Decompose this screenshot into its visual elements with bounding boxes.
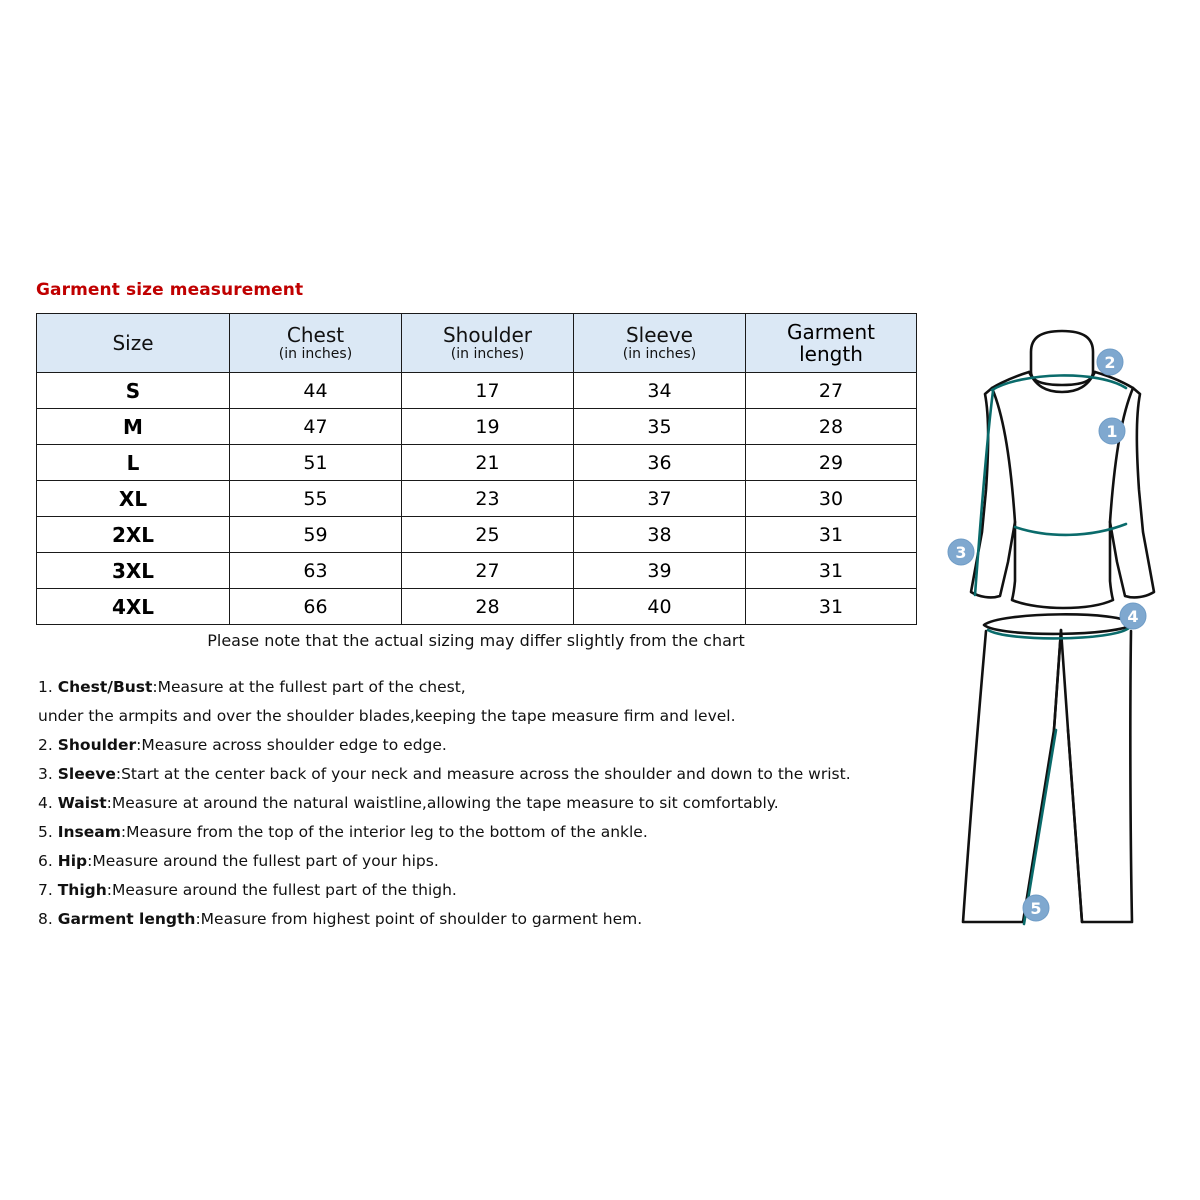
marker-5	[1023, 895, 1049, 921]
cell-shoulder: 17	[402, 373, 574, 409]
cell-sleeve: 35	[574, 409, 746, 445]
instruction-term: Inseam	[57, 823, 121, 841]
measurement-instructions	[38, 680, 868, 941]
pants-inner-leg-icon	[1068, 730, 1082, 922]
cell-garment-length: 28	[746, 409, 917, 445]
instruction-number: 4.	[38, 794, 58, 812]
instruction-item	[38, 738, 868, 754]
cell-garment-length: 31	[746, 553, 917, 589]
cell-size: 4XL	[37, 589, 230, 625]
instruction-term: Hip	[57, 852, 88, 870]
cell-garment-length: 30	[746, 481, 917, 517]
cell-size: 3XL	[37, 553, 230, 589]
table-row	[37, 589, 917, 625]
cell-shoulder: 23	[402, 481, 574, 517]
cell-chest: 63	[230, 553, 402, 589]
instruction-term: Chest/Bust	[57, 678, 153, 696]
instruction-term: Waist	[57, 794, 107, 812]
size-measurement-table	[36, 313, 917, 625]
garment-illustration	[930, 300, 1195, 950]
table-row	[37, 481, 917, 517]
table-body	[37, 373, 917, 625]
instruction-number: 6.	[38, 852, 58, 870]
instruction-item	[38, 883, 868, 899]
cell-shoulder: 27	[402, 553, 574, 589]
marker-2	[1097, 349, 1123, 375]
column-header-shoulder-main: Shoulder	[442, 322, 533, 347]
instruction-body: :Measure at the fullest part of the chest,	[152, 678, 466, 696]
marker-1-label: 1	[1106, 422, 1118, 441]
jacket-left-armhole-icon	[992, 388, 1015, 522]
cell-garment-length: 31	[746, 589, 917, 625]
inseam-measure-line	[1024, 730, 1056, 924]
instruction-term: Garment length	[57, 910, 196, 928]
table-row	[37, 445, 917, 481]
column-header-sleeve-main: Sleeve	[625, 322, 693, 347]
marker-4	[1120, 603, 1146, 629]
cell-chest: 51	[230, 445, 402, 481]
marker-3	[948, 539, 974, 565]
table-row	[37, 517, 917, 553]
cell-shoulder: 21	[402, 445, 574, 481]
table-header	[37, 314, 917, 373]
instruction-item	[38, 709, 868, 725]
page-title: Garment size measurement	[36, 280, 304, 300]
instruction-body: :Measure across shoulder edge to edge.	[136, 736, 447, 754]
instruction-term: Shoulder	[57, 736, 137, 754]
marker-2-label: 2	[1104, 353, 1116, 372]
column-header-size	[37, 314, 230, 373]
cell-sleeve: 38	[574, 517, 746, 553]
cell-chest: 47	[230, 409, 402, 445]
instruction-number: 7.	[38, 881, 58, 899]
instruction-item	[38, 854, 868, 870]
instruction-item	[38, 767, 868, 783]
table-header-row	[37, 314, 917, 373]
cell-garment-length: 29	[746, 445, 917, 481]
instruction-number: 5.	[38, 823, 58, 841]
marker-4-label: 4	[1127, 607, 1139, 626]
instruction-body: :Measure from the top of the interior leg to the bottom of the ankle.	[120, 823, 648, 841]
table-disclaimer-note: Please note that the actual sizing may differ slightly from the chart	[207, 631, 745, 650]
instruction-term: Sleeve	[57, 765, 116, 783]
table-row	[37, 409, 917, 445]
column-header-chest-main: Chest	[286, 322, 345, 347]
cell-sleeve: 40	[574, 589, 746, 625]
column-header-garment-length-line2: length	[799, 342, 863, 366]
instruction-body: under the armpits and over the shoulder blades,keeping the tape measure firm and level.	[38, 707, 736, 725]
instruction-number: 2.	[38, 736, 58, 754]
instruction-item	[38, 796, 868, 812]
instruction-number: 3.	[38, 765, 58, 783]
cell-size: S	[37, 373, 230, 409]
instruction-item	[38, 825, 868, 841]
column-header-chest	[230, 314, 402, 373]
cell-chest: 55	[230, 481, 402, 517]
instruction-number: 1.	[38, 678, 58, 696]
table-row	[37, 373, 917, 409]
cell-size: XL	[37, 481, 230, 517]
cell-shoulder: 19	[402, 409, 574, 445]
marker-1	[1099, 418, 1125, 444]
instruction-number: 8.	[38, 910, 58, 928]
cell-garment-length: 31	[746, 517, 917, 553]
cell-chest: 44	[230, 373, 402, 409]
column-header-sleeve	[574, 314, 746, 373]
pants-center-seam-icon	[1054, 630, 1061, 730]
column-header-shoulder-sub: (in inches)	[450, 345, 525, 362]
instruction-item	[38, 912, 868, 928]
marker-3-label: 3	[955, 543, 967, 562]
sleeve-measure-line	[975, 391, 993, 595]
cell-size: 2XL	[37, 517, 230, 553]
instruction-body: :Measure around the fullest part of the thigh.	[106, 881, 457, 899]
cell-sleeve: 34	[574, 373, 746, 409]
column-header-size-main: Size	[112, 330, 154, 355]
cell-chest: 59	[230, 517, 402, 553]
instruction-body: :Measure at around the natural waistline,allowing the tape measure to sit comfortably.	[106, 794, 779, 812]
cell-size: L	[37, 445, 230, 481]
column-header-shoulder	[402, 314, 574, 373]
column-header-garment-length	[746, 314, 917, 373]
cell-shoulder: 25	[402, 517, 574, 553]
cell-sleeve: 37	[574, 481, 746, 517]
instruction-body: :Measure around the fullest part of your hips.	[87, 852, 439, 870]
cell-chest: 66	[230, 589, 402, 625]
cell-shoulder: 28	[402, 589, 574, 625]
column-header-chest-sub: (in inches)	[278, 345, 353, 362]
column-header-garment-length-line1: Garment	[787, 319, 875, 344]
instruction-body: :Start at the center back of your neck and measure across the shoulder and down to the wrist.	[115, 765, 851, 783]
pants-waistband-icon	[984, 614, 1133, 634]
instruction-body: :Measure from highest point of shoulder to garment hem.	[195, 910, 643, 928]
instruction-term: Thigh	[57, 881, 107, 899]
instruction-item	[38, 680, 868, 696]
cell-sleeve: 39	[574, 553, 746, 589]
pants-markers	[1023, 603, 1146, 921]
column-header-sleeve-sub: (in inches)	[622, 345, 697, 362]
jacket-illustration	[971, 331, 1154, 608]
jacket-right-armhole-icon	[1110, 388, 1133, 522]
cell-garment-length: 27	[746, 373, 917, 409]
cell-size: M	[37, 409, 230, 445]
marker-5-label: 5	[1030, 899, 1042, 918]
cell-sleeve: 36	[574, 445, 746, 481]
pants-illustration	[963, 614, 1133, 922]
table-row	[37, 553, 917, 589]
